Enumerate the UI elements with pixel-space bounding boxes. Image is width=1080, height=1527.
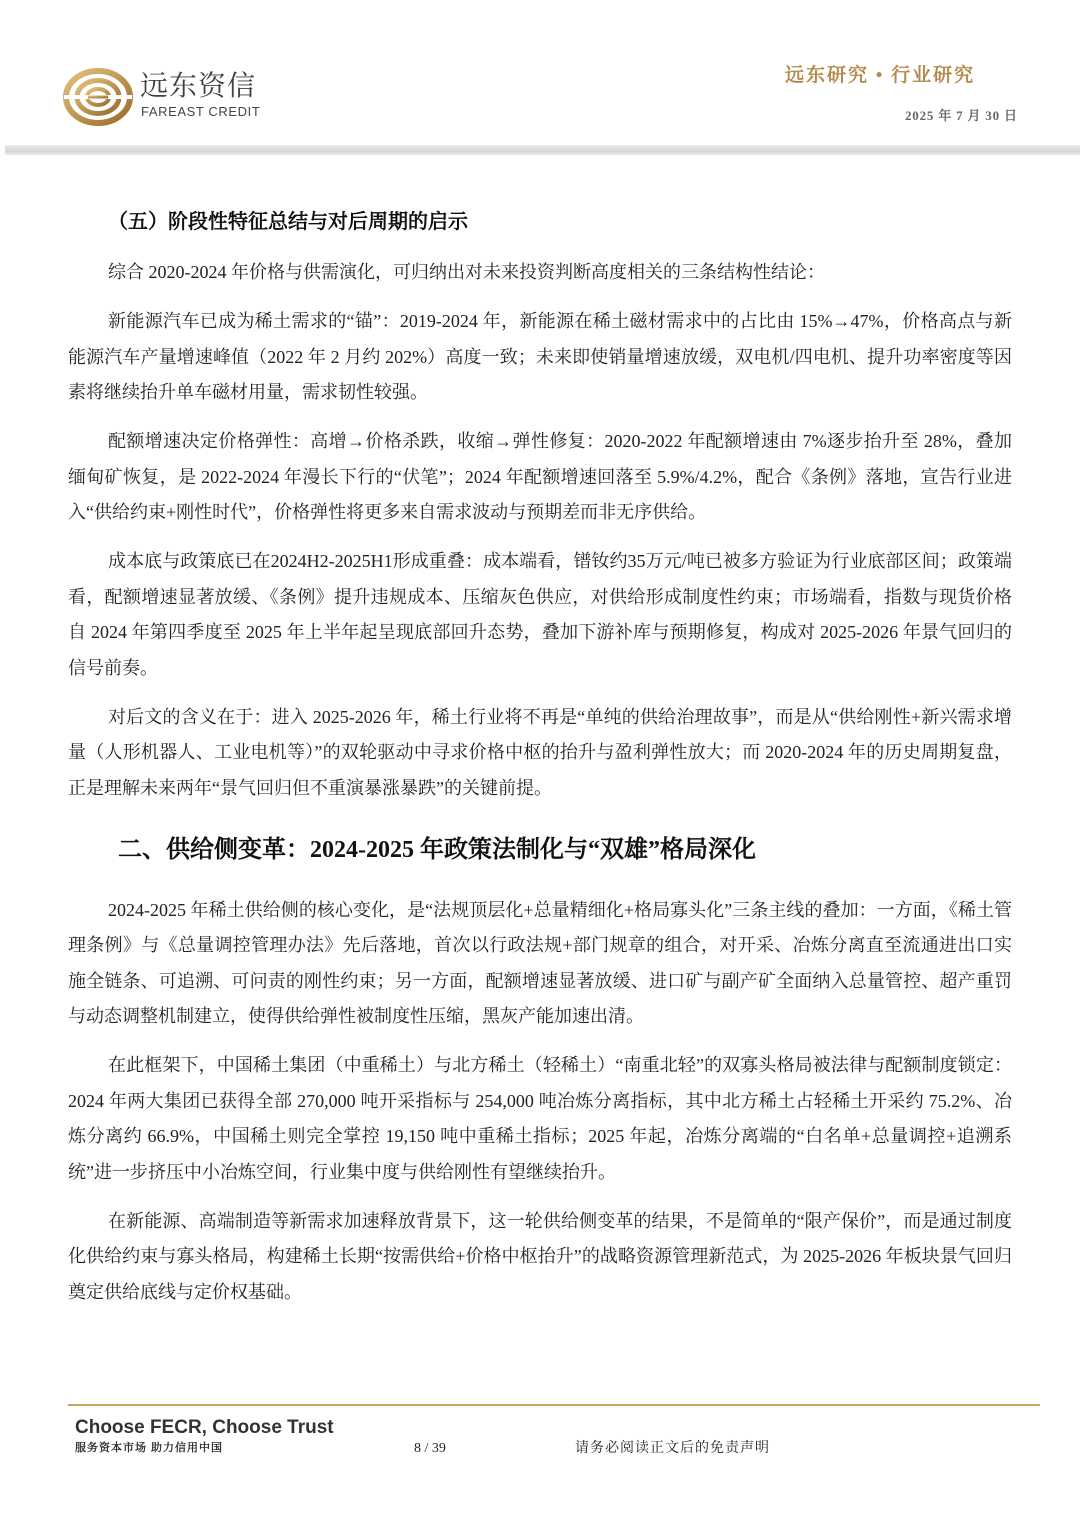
paragraph: 配额增速决定价格弹性：高增→价格杀跌，收缩→弹性修复：2020-2022 年配额增速由 7%逐步抬升至 28%，叠加缅甸矿恢复，是 2022-2024 年漫长下行的“伏笔”；2024 年配额增速回落至 5.9%/4.2%，配合《条例》落地，宣告行业进入“供给约束+刚性时代”，价格弹性将更多来自需求波动与预期差而非无序供给。: [68, 431, 1012, 522]
footer-divider: [68, 1404, 1040, 1406]
document-body: [68, 200, 1012, 1310]
paragraph: 成本底与政策底已在2024H2-2025H1形成重叠：成本端看，镨钕约35万元/吨已被多方验证为行业底部区间；政策端看，配额增速显著放缓、《条例》提升违规成本、压缩灰色供应，对供给形成制度性约束；市场端看，指数与现货价格自 2024 年第四季度至 2025 年上半年起呈现底部回升态势，叠加下游补库与预期修复，构成对 2025-2026 年景气回归的信号前奏。: [68, 551, 1012, 678]
report-category: 远东研究 • 行业研究: [785, 65, 976, 86]
paragraph: 2024-2025 年稀土供给侧的核心变化，是“法规顶层化+总量精细化+格局寡头化”三条主线的叠加：一方面，《稀土管理条例》与《总量调控管理办法》先后落地，首次以行政法规+部门规章的组合，对开采、冶炼分离直至流通进出口实施全链条、可追溯、可问责的刚性约束；另一方面，配额增速显著放缓、进口矿与副产矿全面纳入总量管控、超产重罚与动态调整机制建立，使得供给弹性被制度性压缩，黑灰产能加速出清。: [68, 899, 1012, 1026]
brand-name-en: FAREAST CREDIT: [141, 104, 261, 119]
subsection-title: （五）阶段性特征总结与对后周期的启示: [108, 211, 468, 233]
header-divider-band: [5, 145, 1080, 155]
brand-name-cn: 远东资信: [140, 70, 257, 101]
footer-slogan: Choose FECR, Choose Trust: [75, 1417, 334, 1438]
report-date: 2025 年 7 月 30 日: [905, 108, 1018, 123]
paragraph: 在此框架下，中国稀土集团（中重稀土）与北方稀土（轻稀土）“南重北轻”的双寡头格局被法律与配额制度锁定：2024 年两大集团已获得全部 270,000 吨开采指标与 254,000 吨冶炼分离指标，其中北方稀土占轻稀土开采约 75.2%、冶炼分离约 66.9%，中国稀土则完全掌控 19,150 吨中重稀土指标；2025 年起，冶炼分离端的“白名单+总量调控+追溯系统”进一步挤压中小冶炼空间，行业集中度与供给刚性有望继续抬升。: [68, 1055, 1012, 1182]
paragraph: 综合 2020-2024 年价格与供需演化，可归纳出对未来投资判断高度相关的三条结构性结论：: [108, 262, 825, 282]
footer-disclaimer: 请务必阅读正文后的免责声明: [575, 1441, 770, 1456]
section-title: 二、供给侧变革：2024-2025 年政策法制化与“双雄”格局深化: [118, 836, 756, 863]
footer-tagline: 服务资本市场 助力信用中国: [75, 1442, 224, 1454]
fareast-credit-logo-icon: [62, 66, 134, 128]
paragraph: 在新能源、高端制造等新需求加速释放背景下，这一轮供给侧变革的结果，不是简单的“限产保价”，而是通过制度化供给约束与寡头格局，构建稀土长期“按需供给+价格中枢抬升”的战略资源管理新范式，为 2025-2026 年板块景气回归奠定供给底线与定价权基础。: [68, 1210, 1012, 1302]
paragraph: 对后文的含义在于：进入 2025-2026 年，稀土行业将不再是“单纯的供给治理故事”，而是从“供给刚性+新兴需求增量（人形机器人、工业电机等）”的双轮驱动中寻求价格中枢的抬升与盈利弹性放大；而 2020-2024 年的历史周期复盘，正是理解未来两年“景气回归但不重演暴涨暴跌”的关键前提。: [68, 706, 1012, 798]
page-number: 8 / 39: [414, 1441, 446, 1456]
paragraph: 新能源汽车已成为稀土需求的“锚”：2019-2024 年，新能源在稀土磁材需求中的占比由 15%→47%，价格高点与新能源汽车产量增速峰值（2022 年 2 月约 202%）高度一致；未来即使销量增速放缓，双电机/四电机、提升功率密度等因素将继续抬升单车磁材用量，需求韧性较强。: [68, 311, 1012, 402]
